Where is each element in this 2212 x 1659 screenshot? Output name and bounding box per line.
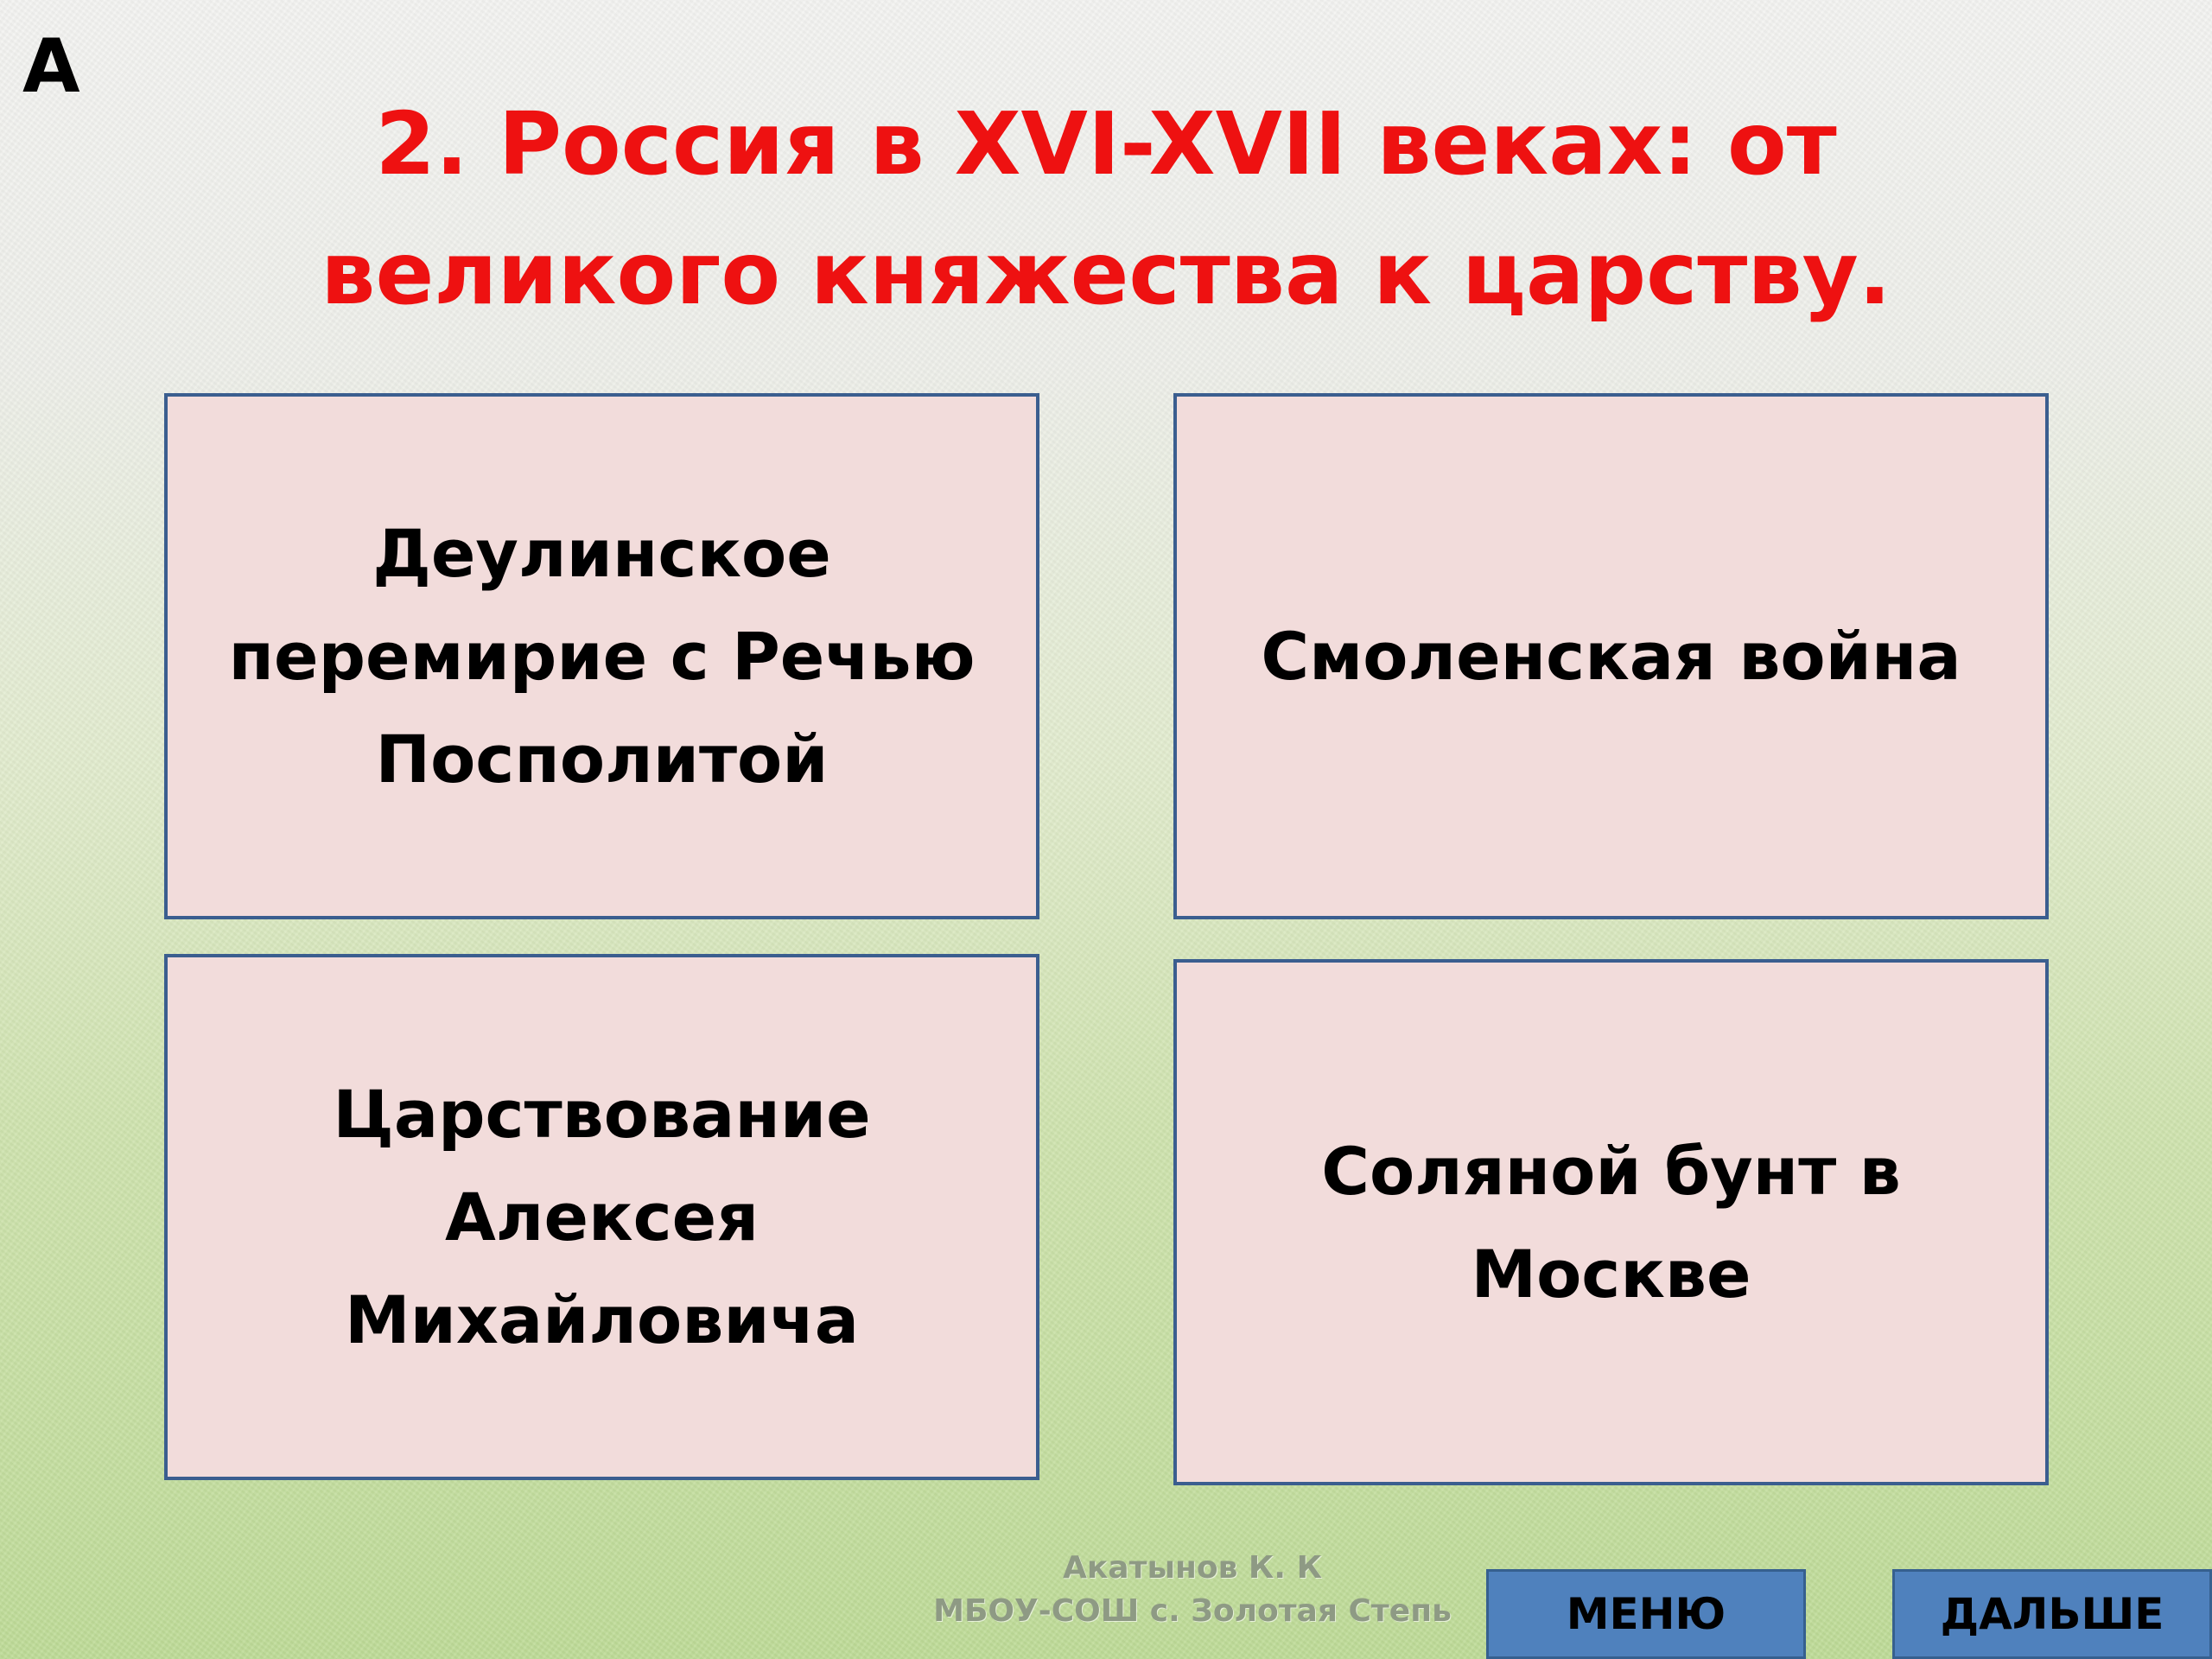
school-name: МБОУ-СОШ с. Золотая Степь — [933, 1593, 1452, 1629]
menu-button[interactable]: МЕНЮ — [1486, 1569, 1806, 1659]
author-name: Акатынов К. К — [1063, 1550, 1322, 1586]
next-button[interactable]: ДАЛЬШЕ — [1892, 1569, 2212, 1659]
answer-card-alexei-reign[interactable] — [164, 954, 1039, 1480]
answer-card-smolensk-war[interactable] — [1173, 393, 2049, 919]
answer-card-deulino-truce[interactable] — [164, 393, 1039, 919]
author-credits — [881, 1547, 1503, 1633]
slide-title: 2. Россия в XVI-XVII веках: от великого княжества к царству. — [321, 93, 1891, 324]
answer-card-label: Царствование Алексея Михайловича — [333, 1076, 871, 1358]
answer-card-label: Деулинское перемирие с Речью Посполитой — [228, 515, 976, 798]
answer-card-salt-riot[interactable] — [1173, 959, 2049, 1485]
answer-card-label: Соляной бунт в Москве — [1321, 1132, 1901, 1313]
corner-letter: А — [22, 23, 80, 110]
answer-card-label: Смоленская война — [1261, 618, 1961, 695]
